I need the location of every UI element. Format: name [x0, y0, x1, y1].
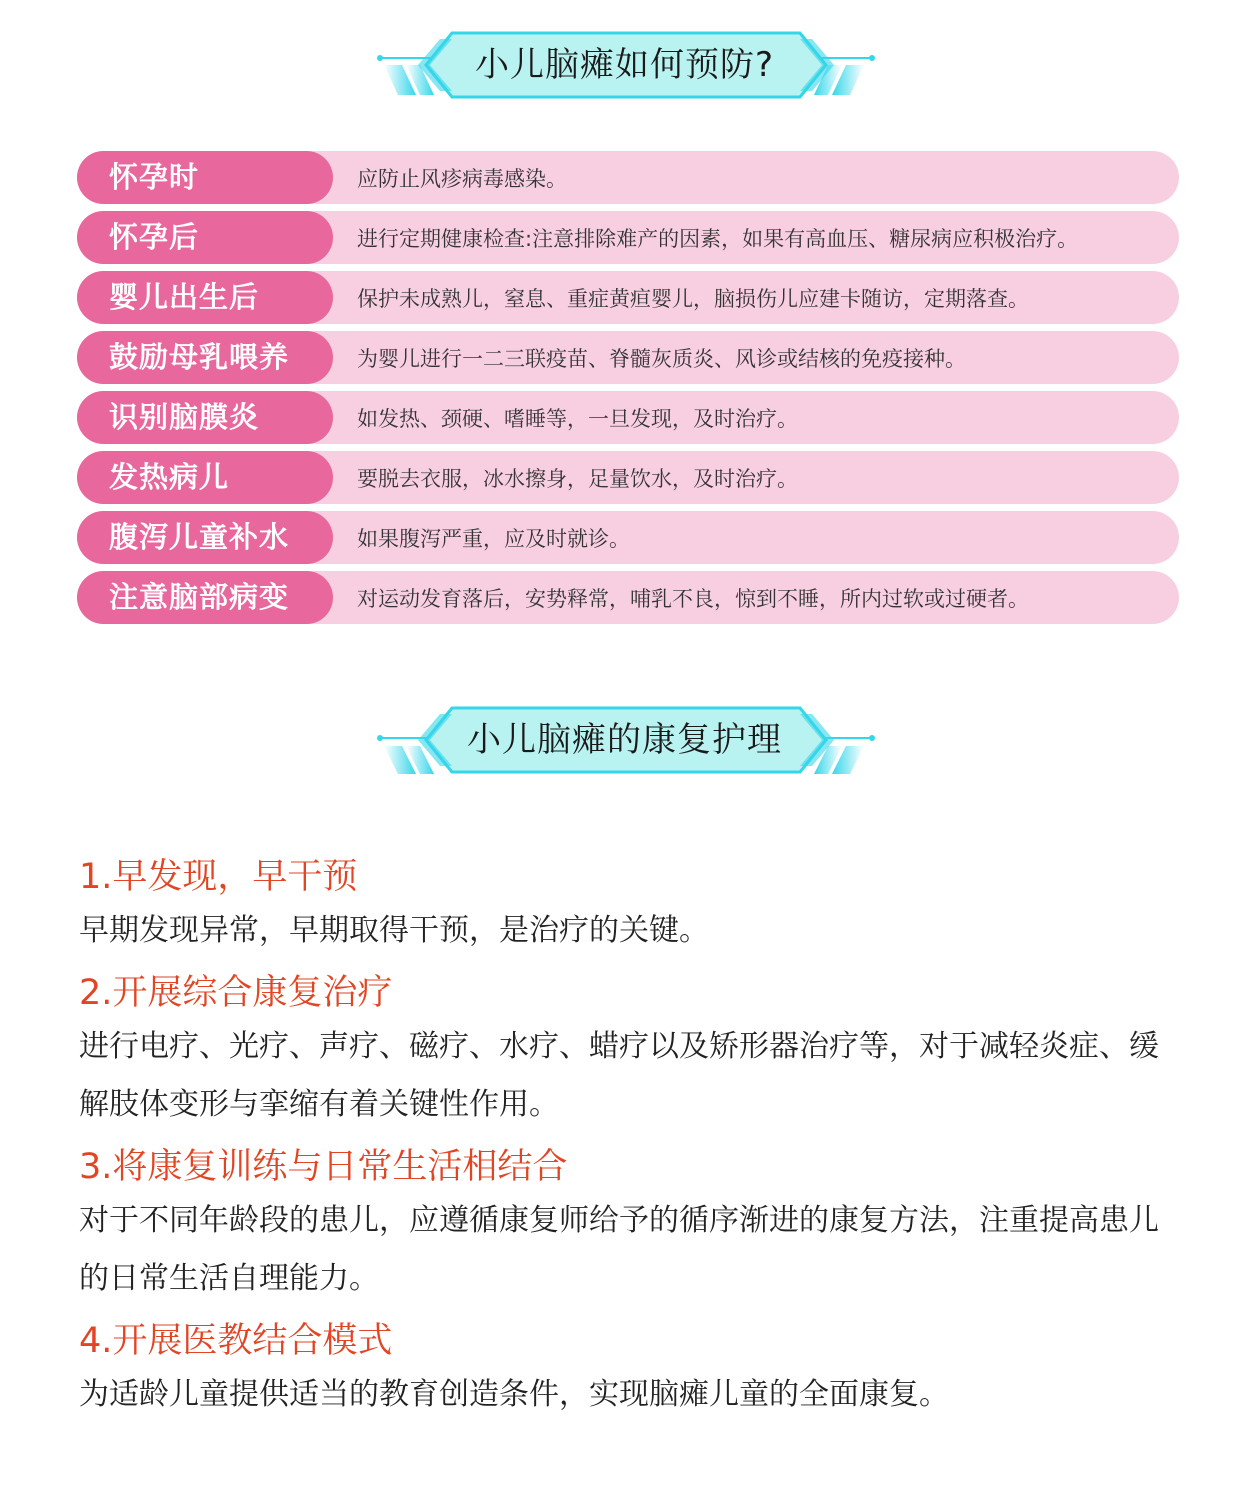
care-item	[79, 1142, 1179, 1308]
row-text: 如发热、颈硬、嗜睡等，一旦发现，及时治疗。	[357, 407, 798, 431]
row-label: 注意脑部病变	[77, 571, 333, 624]
row-text: 保护未成熟儿，窒息、重症黄疸婴儿，脑损伤儿应建卡随访，定期落查。	[357, 287, 1029, 311]
care-body: 进行电疗、光疗、声疗、磁疗、水疗、蜡疗以及矫形器治疗等，对于减轻炎症、缓解肢体变形与挛缩有着关键性作用。	[79, 1029, 1159, 1122]
care-heading: 2.开展综合康复治疗	[79, 973, 393, 1013]
care-body: 为适龄儿童提供适当的教育创造条件，实现脑瘫儿童的全面康复。	[79, 1377, 949, 1412]
list-item	[77, 271, 1179, 324]
care-body: 早期发现异常，早期取得干预，是治疗的关键。	[79, 913, 709, 948]
row-text: 进行定期健康检查:注意排除难产的因素，如果有高血压、糖尿病应积极治疗。	[357, 227, 1079, 251]
row-label: 识别脑膜炎	[77, 391, 333, 444]
care-item	[79, 968, 1179, 1134]
care-heading: 3.将康复训练与日常生活相结合	[79, 1147, 568, 1187]
row-label: 怀孕后	[77, 211, 333, 264]
row-text: 要脱去衣服，冰水擦身，足量饮水，及时治疗。	[357, 467, 798, 491]
section-title: 小儿脑瘫如何预防?	[474, 45, 775, 85]
list-item	[77, 211, 1179, 264]
row-text: 应防止风疹病毒感染。	[357, 167, 567, 191]
row-text: 对运动发育落后，安势释常，哺乳不良，惊到不睡，所内过软或过硬者。	[357, 587, 1029, 611]
prevention-list	[77, 151, 1179, 631]
row-label: 鼓励母乳喂养	[77, 331, 333, 384]
care-heading: 1.早发现，早干预	[79, 857, 358, 897]
row-text: 如果腹泻严重，应及时就诊。	[357, 527, 630, 551]
list-item	[77, 331, 1179, 384]
list-item	[77, 391, 1179, 444]
section-title: 小儿脑瘫的康复护理	[467, 720, 782, 760]
care-heading: 4.开展医教结合模式	[79, 1321, 393, 1361]
list-item	[77, 451, 1179, 504]
row-label: 腹泻儿童补水	[77, 511, 333, 564]
section-banner-care	[0, 700, 1249, 780]
list-item	[77, 571, 1179, 624]
row-label: 发热病儿	[77, 451, 333, 504]
row-label: 怀孕时	[77, 151, 333, 204]
list-item	[77, 151, 1179, 204]
care-item	[79, 1316, 1179, 1424]
section-banner-prevention	[0, 25, 1249, 105]
list-item	[77, 511, 1179, 564]
care-list	[79, 848, 1179, 1432]
care-item	[79, 852, 1179, 960]
row-label: 婴儿出生后	[77, 271, 333, 324]
care-body: 对于不同年龄段的患儿，应遵循康复师给予的循序渐进的康复方法，注重提高患儿的日常生活自理能力。	[79, 1203, 1159, 1296]
row-text: 为婴儿进行一二三联疫苗、脊髓灰质炎、风诊或结核的免疫接种。	[357, 347, 966, 371]
